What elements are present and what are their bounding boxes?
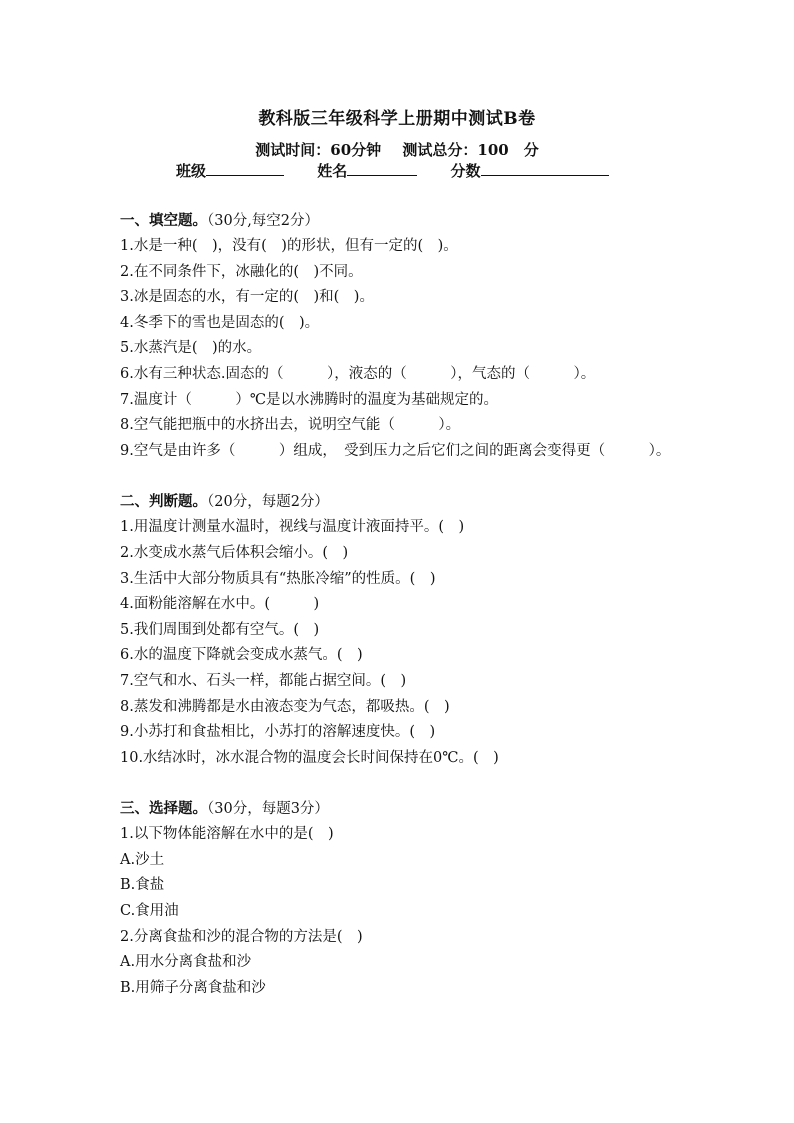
question-item: 9.小苏打和食盐相比，小苏打的溶解速度快。( ) bbox=[120, 724, 436, 741]
section-gap bbox=[120, 464, 685, 489]
question-item: 7.空气和水、石头一样，都能占据空间。( ) bbox=[120, 672, 407, 689]
question-item: 4.面粉能溶解在水中。( ) bbox=[120, 596, 320, 613]
option-item: A.用水分离食盐和沙 bbox=[120, 954, 252, 971]
question-item: 1.用温度计测量水温时，视线与温度计液面持平。( ) bbox=[120, 519, 465, 536]
question-item: 9.空气是由许多（ ）组成， 受到压力之后它们之间的距离会变得更（ ）。 bbox=[120, 442, 671, 459]
question-item: 10.水结冰时，冰水混合物的温度会长时间保持在0℃。( ) bbox=[120, 749, 499, 766]
question-item: 1.以下物体能溶解在水中的是( ) bbox=[120, 826, 334, 843]
question-item: 2.分离食盐和沙的混合物的方法是( ) bbox=[120, 928, 363, 945]
exam-content bbox=[120, 208, 685, 1001]
test-total-score: 测试总分：100 分 bbox=[402, 141, 539, 159]
exam-meta bbox=[0, 139, 794, 160]
question-item: 8.蒸发和沸腾都是水由液态变为气态，都吸热。( ) bbox=[120, 698, 450, 715]
name-blank[interactable] bbox=[347, 161, 417, 176]
section-heading: 二、判断题。（20分，每题2分） bbox=[120, 493, 329, 511]
option-item: C.食用油 bbox=[120, 903, 179, 920]
score-label: 分数 bbox=[450, 162, 481, 180]
section-score: （30分,每空2分） bbox=[207, 213, 320, 229]
student-info-line bbox=[176, 160, 609, 181]
section-heading: 三、选择题。（30分，每题3分） bbox=[120, 800, 329, 818]
name-label: 姓名 bbox=[317, 162, 348, 180]
class-label: 班级 bbox=[176, 162, 207, 180]
question-item: 2.在不同条件下，冰融化的( )不同。 bbox=[120, 263, 363, 280]
score-blank[interactable] bbox=[481, 161, 609, 176]
exam-title: 教科版三年级科学上册期中测试B卷 bbox=[258, 109, 536, 129]
section-score: （20分，每题2分） bbox=[207, 494, 329, 511]
class-blank[interactable] bbox=[206, 161, 284, 176]
option-item: A.沙土 bbox=[120, 851, 165, 868]
question-item: 1.水是一种( )，没有( )的形状，但有一定的( )。 bbox=[120, 238, 458, 254]
section-score: （30分，每题3分） bbox=[207, 801, 329, 818]
question-item: 7.温度计（ ）℃是以水沸腾时的温度为基础规定的。 bbox=[120, 391, 499, 408]
option-item: B.用筛子分离食盐和沙 bbox=[120, 979, 266, 996]
question-item: 2.水变成水蒸气后体积会缩小。( ) bbox=[120, 544, 349, 561]
question-item: 5.水蒸汽是( )的水。 bbox=[120, 340, 262, 357]
section-gap bbox=[120, 771, 685, 796]
question-item: 6.水有三种状态.固态的（ ），液态的（ ），气态的（ ）。 bbox=[120, 365, 596, 382]
question-item: 3.冰是固态的水，有一定的( )和( )。 bbox=[120, 289, 374, 306]
question-item: 8.空气能把瓶中的水挤出去，说明空气能（ ）。 bbox=[120, 417, 461, 434]
option-item: B.食盐 bbox=[120, 877, 165, 894]
question-item: 4.冬季下的雪也是固态的( )。 bbox=[120, 314, 320, 331]
test-time: 测试时间：60分钟 bbox=[255, 141, 382, 159]
question-item: 5.我们周围到处都有空气。( ) bbox=[120, 621, 320, 638]
question-item: 6.水的温度下降就会变成水蒸气。( ) bbox=[120, 647, 363, 664]
section-heading: 一、填空题。（30分,每空2分） bbox=[120, 212, 320, 229]
question-item: 3.生活中大部分物质具有“热胀冷缩”的性质。( ) bbox=[120, 570, 436, 587]
